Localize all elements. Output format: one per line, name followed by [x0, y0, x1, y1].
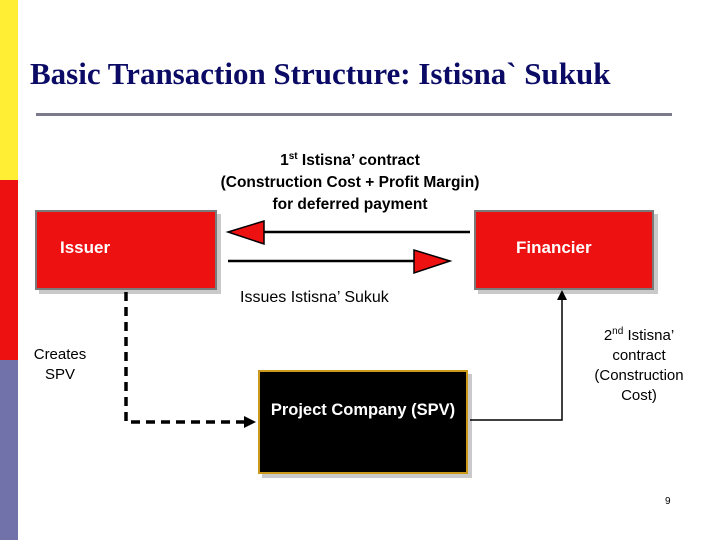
- first-contract-title: Istisna’ contract: [297, 152, 420, 169]
- arrow-left-head: [228, 221, 264, 244]
- first-contract-ordinal-suffix: st: [288, 150, 298, 162]
- second-contract-label: [578, 326, 700, 406]
- second-contract-arrowhead: [557, 290, 567, 300]
- second-contract-ordinal-suffix: nd: [612, 326, 624, 337]
- second-contract-title: Istisna’ contract (Construction Cost): [594, 327, 684, 404]
- issuer-label: Issuer: [60, 238, 111, 257]
- first-contract-line-2: (Construction Cost + Profit Margin): [220, 174, 480, 191]
- creates-spv-dashed-line: [126, 292, 246, 422]
- creates-spv-label: Creates SPV: [33, 346, 87, 383]
- page-number: 9: [665, 496, 671, 507]
- first-contract-ordinal: 1: [280, 152, 289, 169]
- arrow-right-head: [414, 250, 450, 273]
- first-contract-line-3: for deferred payment: [272, 196, 428, 213]
- second-contract-line: [470, 298, 562, 420]
- financier-label: Financier: [516, 238, 592, 257]
- slide-title: Basic Transaction Structure: Istisna` Sukuk: [30, 56, 611, 91]
- creates-spv-arrowhead: [244, 416, 256, 428]
- spv-label: Project Company (SPV): [270, 401, 456, 419]
- issues-sukuk-label: Issues Istisna’ Sukuk: [240, 289, 389, 306]
- second-contract-ordinal: 2: [603, 327, 613, 344]
